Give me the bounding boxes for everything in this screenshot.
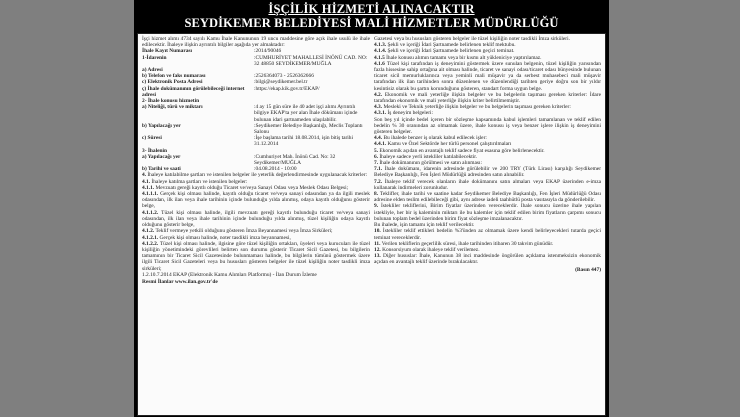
right-paragraphs — [374, 36, 601, 266]
info-key: b) Yapılacağı yer — [142, 122, 181, 129]
clause-number: 4.2. — [374, 91, 385, 98]
intro-paragraph: İşçi hizmet alımı 4734 sayılı Kamu İhale Kanununun 19 uncu maddesine göre açık ihale usulü ile ihale edilecektir. İhaleye ilişkin ayrıntılı bilgiler aşağıda yer almaktadır: — [142, 36, 370, 49]
info-key: İhale Kayıt Numarası — [142, 48, 193, 55]
clause-paragraph — [142, 191, 370, 210]
clause-paragraph — [374, 191, 601, 203]
announcement-header — [134, 0, 609, 33]
clause-paragraph — [374, 253, 601, 265]
left-paragraphs — [142, 172, 370, 277]
clause-number: 4.1.4. — [374, 48, 388, 55]
info-list — [142, 48, 370, 172]
right-column — [374, 36, 601, 273]
info-value: :bilgi@seydikemer.bel.tr — [254, 79, 308, 86]
clause-text: İhale konusu alımın tamamı veya bir kısmı alt yükleniciye yaptırılamaz. — [386, 54, 542, 61]
clause-number: 4.1.2.1. — [142, 234, 160, 241]
clause-number: 4. — [142, 172, 148, 179]
info-value: :https://ekap.kik.gov.tr/EKAP/ — [254, 85, 320, 92]
info-value: :04.08.2014 - 10:00 — [254, 166, 297, 173]
clause-number: 12. — [374, 246, 383, 253]
announcement-sheet — [134, 0, 609, 417]
clause-paragraph — [374, 92, 601, 104]
clause-number: 5. — [374, 147, 380, 154]
clause-text: Gerçek kişi olması halinde, noter tasdikli imza beyannamesi, — [159, 234, 291, 241]
clause-paragraph — [374, 166, 601, 178]
info-key: c) Elektronik Posta Adresi — [142, 79, 203, 86]
announcement-subtitle: SEYDİKEMER BELEDİYESİ MALİ HİZMETLER MÜDÜRLÜĞÜ — [184, 16, 559, 30]
clause-paragraph — [374, 179, 601, 191]
info-key: b) Telefon ve faks numarası — [142, 73, 206, 80]
clause-text: Ekonomik ve mali yeterliğe ilişkin belgeler ve bu belgelerin taşıması gereken kriterler: İdare tarafından ekonomik ve mali yeterliğe ilişkin kriter belirtilmemiştir. — [374, 91, 601, 105]
clause-number: 7.1. — [374, 166, 385, 173]
info-row — [142, 154, 370, 166]
info-value: :Cumhuriyet Mah. İnönü Cad. No: 32 Seydikemer/MUĞLA — [254, 153, 336, 167]
clause-number: 4.1.5 — [374, 54, 387, 61]
clause-paragraph — [142, 241, 370, 272]
info-key: 3- İhalenin — [142, 147, 168, 154]
clause-text: İhaleye teklif verecek olanların ihale dokümanını satın almaları veya EKAP üzerinden e-imza kullanarak indirmeleri zorunludur. — [374, 178, 601, 191]
info-key: b) Tarihi ve saati — [142, 166, 181, 173]
clause-number: 6. — [374, 153, 380, 160]
clause-text: İhaleye katılabilme şartları ve istenilen belgeler ile yeterlik değerlendirmesinde uygulanacak kriterler: — [147, 172, 368, 179]
clause-paragraph — [374, 61, 601, 92]
clause-text: İhaleye katılma şartları ve istenilen belgeler: — [151, 178, 248, 185]
clause-text: Bu ihalede benzer iş olarak kabul edilecek işler: — [383, 135, 487, 142]
clause-text: Şekli ve içeriği İdari Şartnamede belirlenen teklif mektubu. — [387, 42, 516, 49]
clause-text: Teklifler, ihale tarihi ve saatine kadar Seydikemer Belediye Başkanlığı, Fen İşleri Müdürlüğü Odası adresine elden teslim edilebileceği gibi, aynı adrese iadeli taahhütlü posta vasıtasıyla da gönderilebilir. — [374, 191, 601, 204]
clause-text: Mevzuatı gereği kayıtlı olduğu Ticaret ve/veya Sanayi Odası veya Meslek Odası Belgesi; — [155, 184, 349, 191]
clause-text: Mesleki ve Teknik yeterliğe ilişkin belgeler ve bu belgelerin taşıması gereken kriterler: — [383, 104, 571, 111]
clause-text: Şekli ve içeriği İdari Şartnamede belirlenen geçici teminat. — [387, 48, 515, 55]
clause-text: Kamu ve Özel Sektörde her türlü personel çalıştırılmaları — [387, 141, 512, 148]
clause-text: Teklif vermeye yetkili olduğunu gösteren İmza Beyannamesi veya İmza Sirküleri; — [155, 228, 333, 235]
clause-number: 10. — [374, 228, 383, 235]
info-key: 2- İhale konusu hizmetin — [142, 98, 200, 105]
clause-number: 4.4.1. — [374, 141, 388, 148]
clause-text: İhale dokümanının görülmesi ve satın alınması: — [379, 160, 482, 167]
clause-number: 7.2. — [374, 178, 385, 185]
info-row — [142, 86, 370, 98]
info-row — [142, 104, 370, 123]
info-value: :4 ay 15 gün süre ile 40 adet işçi alımı Ayrıntılı bilgiye EKAP'ta yer alan İhale dökümanı içinde bulunan idari şartnameden ulaşılabilir. — [254, 104, 358, 123]
announcement-title: İŞÇİLİK HİZMETİ ALINACAKTIR — [268, 2, 475, 16]
clause-text: İstekliler teklif ettikleri bedelin %3'ünden az olmamak üzere kendi belirleyecekleri tutarda geçici teminat vereceklerdir. — [374, 228, 601, 241]
info-row — [142, 123, 370, 135]
clause-number: 13. — [374, 253, 384, 260]
clause-number: 8. — [374, 191, 380, 198]
clause-number: 11. — [374, 240, 382, 247]
info-key: a) Niteliği, türü ve miktarı — [142, 104, 203, 111]
clause-number: 4.1.1.2. — [142, 209, 162, 216]
clause-text: Tüzel kişi olması halinde, ilgili mevzuatı gereği kayıtlı bulunduğu ticaret ve/veya sanayi odasından, ilk ilan veya ihale tarihinin içinde bulunduğu yılda alınmış, tüzel kişiliğin odaya kayıtlı olduğunu gösterir belge, — [142, 209, 370, 229]
clause-number: 4.1.6 — [374, 60, 387, 67]
clause-number: 4.1.2. — [142, 228, 156, 235]
info-value: :2014/90046 — [254, 48, 282, 55]
reference-number: (Basın 447) — [575, 266, 601, 273]
clause-text: Bu ihalede, işin tamamı için teklif verilecektir. — [374, 222, 475, 229]
clause-text: Son beş yıl içinde bedel içeren bir sözleşme kapsamında kabul işlemleri tamamlanan ve teklif edilen bedelin % 30 oranından az olmamak üzere, ihale konusu iş veya benzer işlere ilişkin iş deneyimini gösteren belgeler. — [374, 116, 601, 136]
info-key: ç) İhale dokümanının görülebileceği internet adresi — [142, 85, 245, 98]
left-column — [142, 36, 370, 285]
clause-paragraph — [374, 117, 601, 136]
clause-number: 4.1.1.1. — [142, 191, 161, 198]
info-key: c) Süresi — [142, 135, 162, 142]
clause-text: 1.2.10.7.2014 EKAP (Elektronik Kamu Alımları Platformu) - İlan Durum İzleme — [142, 271, 317, 278]
clause-text: Gazetesi veya bu hususları gösteren belgeler ile tüzel kişiliğin noter tasdikli İmza sirküleri. — [374, 36, 570, 42]
clause-text: İhaleye sadece yerli istekliler katılabilecektir. — [379, 153, 478, 160]
clause-text: Verilen tekliflerin geçerlilik süresi, ihale tarihinden itibaren 30 takvim günüdür. — [381, 240, 554, 247]
clause-text: İhale dokümanı, idarenin adresinde görülebilir ve 200 TRY (Türk Lirası) karşılığı Seydikemer Belediye Başkanlığı, Fen İşleri Müdürlüğü adresinden satın alınabilir. — [374, 166, 601, 179]
info-key: a) Yapılacağı yer — [142, 153, 181, 160]
announcement-body — [137, 33, 606, 416]
info-key: a) Adresi — [142, 67, 163, 74]
clause-paragraph — [142, 210, 370, 229]
clause-number: 4.1.2.2. — [142, 240, 160, 247]
clause-paragraph — [374, 203, 601, 222]
info-value: :İşe başlama tarihi 18.08.2014, işin bitiş tarihi 31.12.2014 — [254, 135, 353, 148]
info-value: :2526364073 - 2526362666 — [254, 73, 314, 80]
clause-text: Tüzel kişi olması halinde, ilgisine göre tüzel kişiliğin ortakları, üyeleri veya kurucuları ile tüzel kişiliğin yönetimindeki görevlileri belirten son durumu gösterir Ticaret Sicil Gazetesi, bu bilgilerin tamamının bir Ticaret Sicil Gazetesinde bulunmaması halinde, bu bilgilerin tümünü göstermek üzere ilgili Ticaret Sicil Gazeteleri veya bu hususları gösteren belgeler ile tüzel kişiliğin noter tasdikli imza sirküleri; — [142, 240, 370, 272]
clause-number: 4.4. — [374, 135, 384, 142]
clause-paragraph — [374, 228, 601, 240]
info-value: :CUMHURİYET MAHALLESİ İNÖNÜ CAD. NO: 32 48850 SEYDİKEMER/MUĞLA — [254, 54, 368, 67]
clause-text: Gerçek kişi olması halinde, kayıtlı olduğu ticaret ve/veya sanayi odasından ya da ilgili meslek odasından, ilk ilan veya ihale tarihinin içinde bulunduğu yılda alınmış, odaya kayıtlı olduğunu gösterir belge, — [142, 191, 370, 210]
clause-number: 4.3.1. — [374, 110, 388, 117]
clause-number: 9. — [374, 203, 382, 210]
info-value: :Seydikemer Belediye Başkanlığı, Meclis Toplantı Salonu — [254, 122, 363, 136]
clause-number: 4.1.1. — [142, 184, 156, 191]
info-row — [142, 135, 370, 147]
clause-number: 4.3. — [374, 104, 384, 111]
clause-paragraph — [142, 272, 370, 278]
clause-text: İstekliler tekliflerini, Birim fiyatlar üzerinden vereceklerdir. İhale sonucu üzerine ihale yapılan istekliyle, her bir iş kaleminin miktarı ile bu kalemler için teklif edilen birim fiyatların çarpımı sonucu bulunan toplam bedel üzerinden birim fiyat sözleşme imzalanacaktır. — [374, 203, 602, 222]
clause-text: Tüzel kişi tarafından iş deneyimini göstermek üzere sunulan belgenin, tüzel kişiliğin yarısından fazla hissesine sahip ortağına ait olması halinde, ticaret ve sanayi odası/ticaret odası bünyesinde bulunan ticaret sicil memurluklarınca veya yeminli mali müşavir ya da serbest muhasebeci mali müşavir tarafından ilk ilan tarihinden sonra düzenlenen ve düzenlendiği tarihten geriye doğru son bir yıldır kesintisiz olarak bu şartın korunduğunu gösteren, standart forma uygun belge. — [374, 60, 601, 92]
info-row — [142, 55, 370, 67]
clause-text: İş deneyim belgeleri: — [387, 110, 433, 117]
clause-number: 7. — [374, 160, 380, 167]
clause-number: 4.1. — [142, 178, 152, 185]
clause-text: Konsorsiyum olarak ihaleye teklif verilemez. — [382, 246, 480, 253]
clause-text: Ekonomik açıdan en avantajlı teklif sadece fiyat esasına göre belirlenecektir. — [379, 147, 545, 154]
clause-text: Diğer hususlar: İhale, Kanunun 38 inci maddesinde öngörülen açıklama istenmeksizin ekonomik açıdan en avantajlı teklif üzerinde bırakılacaktır. — [374, 253, 601, 266]
footer-note: Resmi İlanlar www.ilan.gov.tr'de — [142, 278, 218, 285]
clause-number: 4.1.3. — [374, 42, 388, 49]
info-key: 1-İdarenin — [142, 54, 167, 61]
